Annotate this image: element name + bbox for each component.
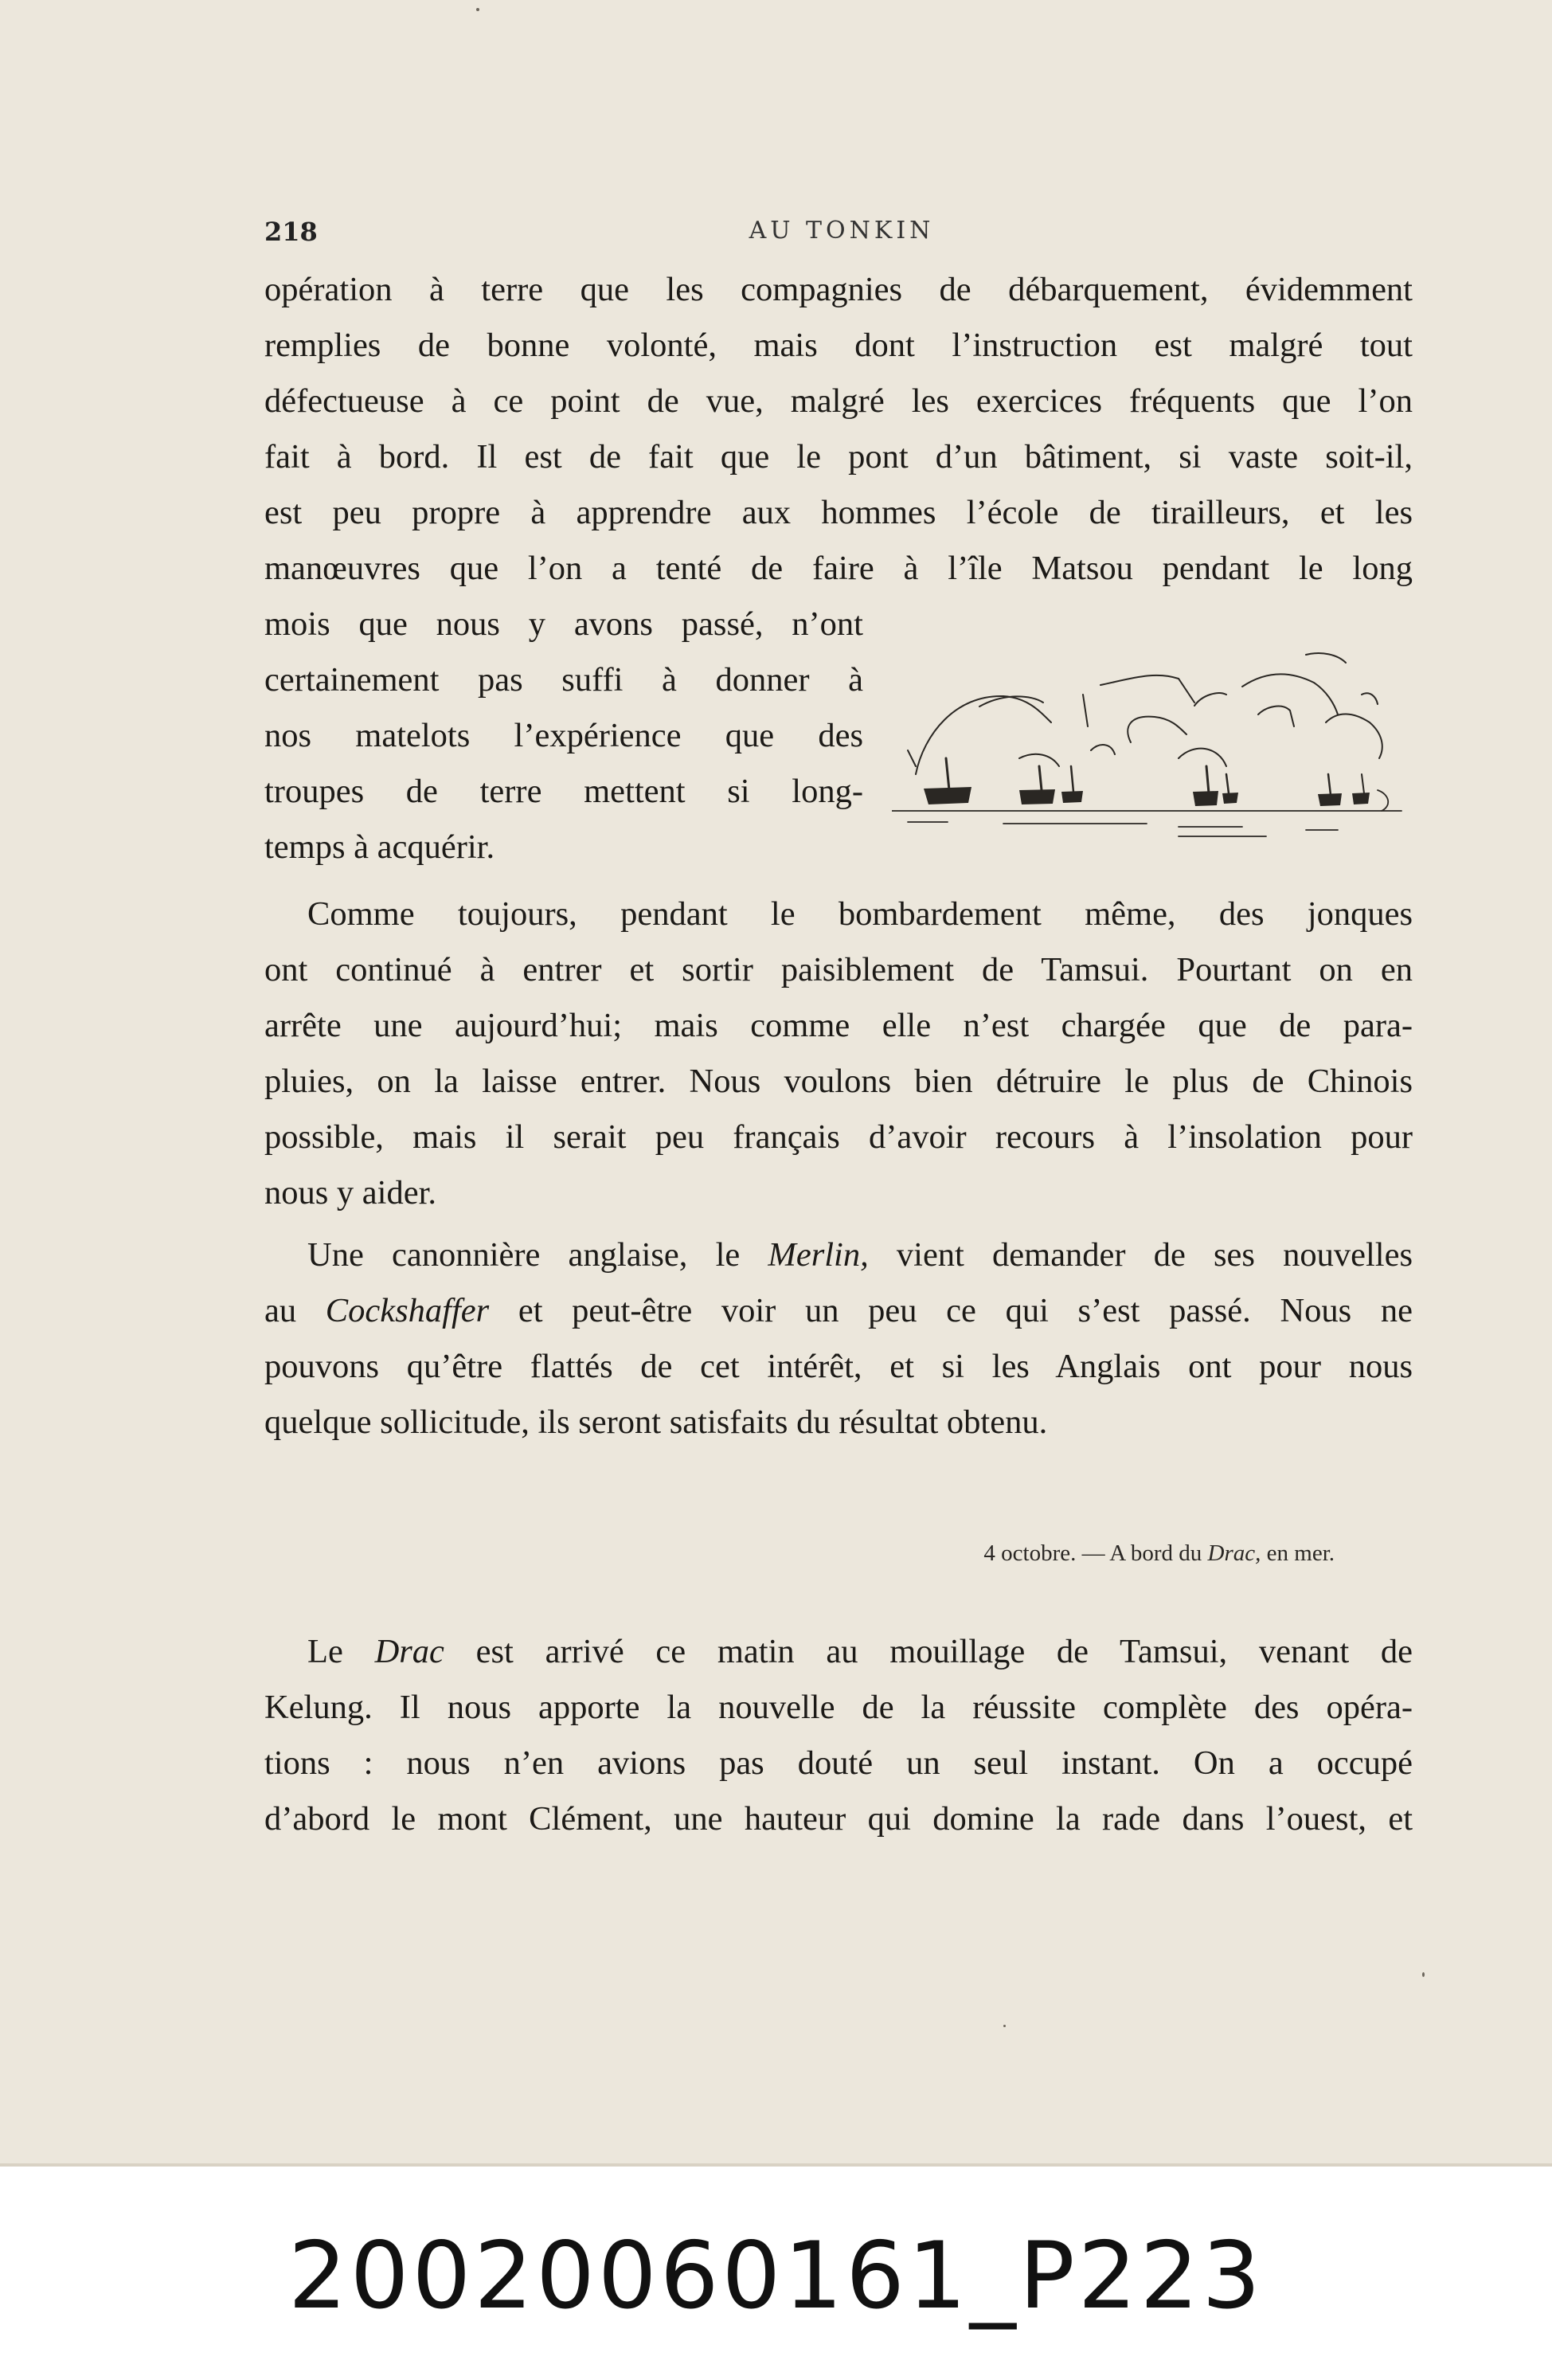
image-identifier-caption: 20020060161_P223	[287, 2222, 1265, 2330]
paper-fleck	[1422, 1972, 1425, 1977]
text-line: opération à terre que les compagnies de débarquement, évidemment	[264, 271, 1413, 308]
text-line: défectueuse à ce point de vue, malgré les exercices fréquents que l’on	[264, 382, 1413, 420]
text-line: est peu propre à apprendre aux hommes l’école de tirailleurs, et les	[264, 494, 1413, 531]
running-title: AU TONKIN	[749, 217, 935, 245]
text-line: nos matelots l’expérience que des	[264, 717, 863, 754]
text-line: quelque sollicitude, ils seront satisfaits du résultat obtenu.	[264, 1403, 1048, 1441]
paper-fleck	[1003, 2025, 1006, 2027]
dateline-text: en mer.	[1261, 1540, 1335, 1566]
text-span: au	[264, 1292, 326, 1329]
text-line: mois que nous y avons passé, n’ont	[264, 605, 863, 643]
paper-fleck	[476, 8, 479, 11]
junks-sketch-drawing	[892, 647, 1409, 854]
text-line	[307, 1628, 1413, 1676]
text-line	[264, 1287, 1413, 1335]
ship-name-merlin: Merlin,	[768, 1236, 869, 1274]
text-line: pluies, on la laisse entrer. Nous voulons bien détruire le plus de Chinois	[264, 1063, 1413, 1100]
text-line: d’abord le mont Clément, une hauteur qui domine la rade dans l’ouest, et	[264, 1800, 1413, 1838]
text-line: nous y aider.	[264, 1174, 437, 1212]
running-header	[264, 217, 1419, 249]
text-line: Kelung. Il nous apporte la nouvelle de la réussite complète des opéra-	[264, 1689, 1413, 1726]
dateline-text: 4 octobre. — A bord du	[983, 1540, 1208, 1566]
text-line	[307, 1231, 1413, 1279]
journal-dateline	[796, 1540, 1335, 1567]
text-line: manœuvres que l’on a tenté de faire à l’île Matsou pendant le long	[264, 550, 1413, 587]
text-line: tions : nous n’en avions pas douté un seul instant. On a occupé	[264, 1744, 1413, 1782]
text-span: Une canonnière anglaise, le	[307, 1236, 768, 1274]
text-line: fait à bord. Il est de fait que le pont d’un bâtiment, si vaste soit-il,	[264, 438, 1413, 476]
junks-sketch-illustration	[892, 647, 1409, 854]
ship-name-drac: Drac	[374, 1633, 444, 1670]
page-bottom-edge	[0, 2163, 1552, 2167]
text-span: et peut-être voir un peu ce qui s’est passé. Nous ne	[489, 1292, 1413, 1329]
text-line: ont continué à entrer et sortir paisiblement de Tamsui. Pourtant on en	[264, 951, 1413, 988]
text-span: est arrivé ce matin au mouillage de Tamsui, venant de	[444, 1633, 1413, 1670]
text-line: remplies de bonne volonté, mais dont l’instruction est malgré tout	[264, 327, 1413, 364]
text-line: pouvons qu’être flattés de cet intérêt, et si les Anglais ont pour nous	[264, 1348, 1413, 1385]
text-span: vient demander de ses nouvelles	[868, 1236, 1413, 1274]
page-number: 218	[264, 217, 318, 247]
ship-name-cockshaffer: Cockshaffer	[325, 1292, 490, 1329]
text-span: Le	[307, 1633, 375, 1670]
ship-name-drac: Drac,	[1207, 1540, 1261, 1566]
text-line: temps à acquérir.	[264, 828, 495, 866]
text-line: troupes de terre mettent si long-	[264, 773, 863, 810]
text-line: Comme toujours, pendant le bombardement même, des jonques	[307, 895, 1413, 933]
text-line: arrête une aujourd’hui; mais comme elle n’est chargée que de para-	[264, 1007, 1413, 1044]
text-line: certainement pas suffi à donner à	[264, 661, 863, 699]
text-line: possible, mais il serait peu français d’avoir recours à l’insolation pour	[264, 1118, 1413, 1156]
